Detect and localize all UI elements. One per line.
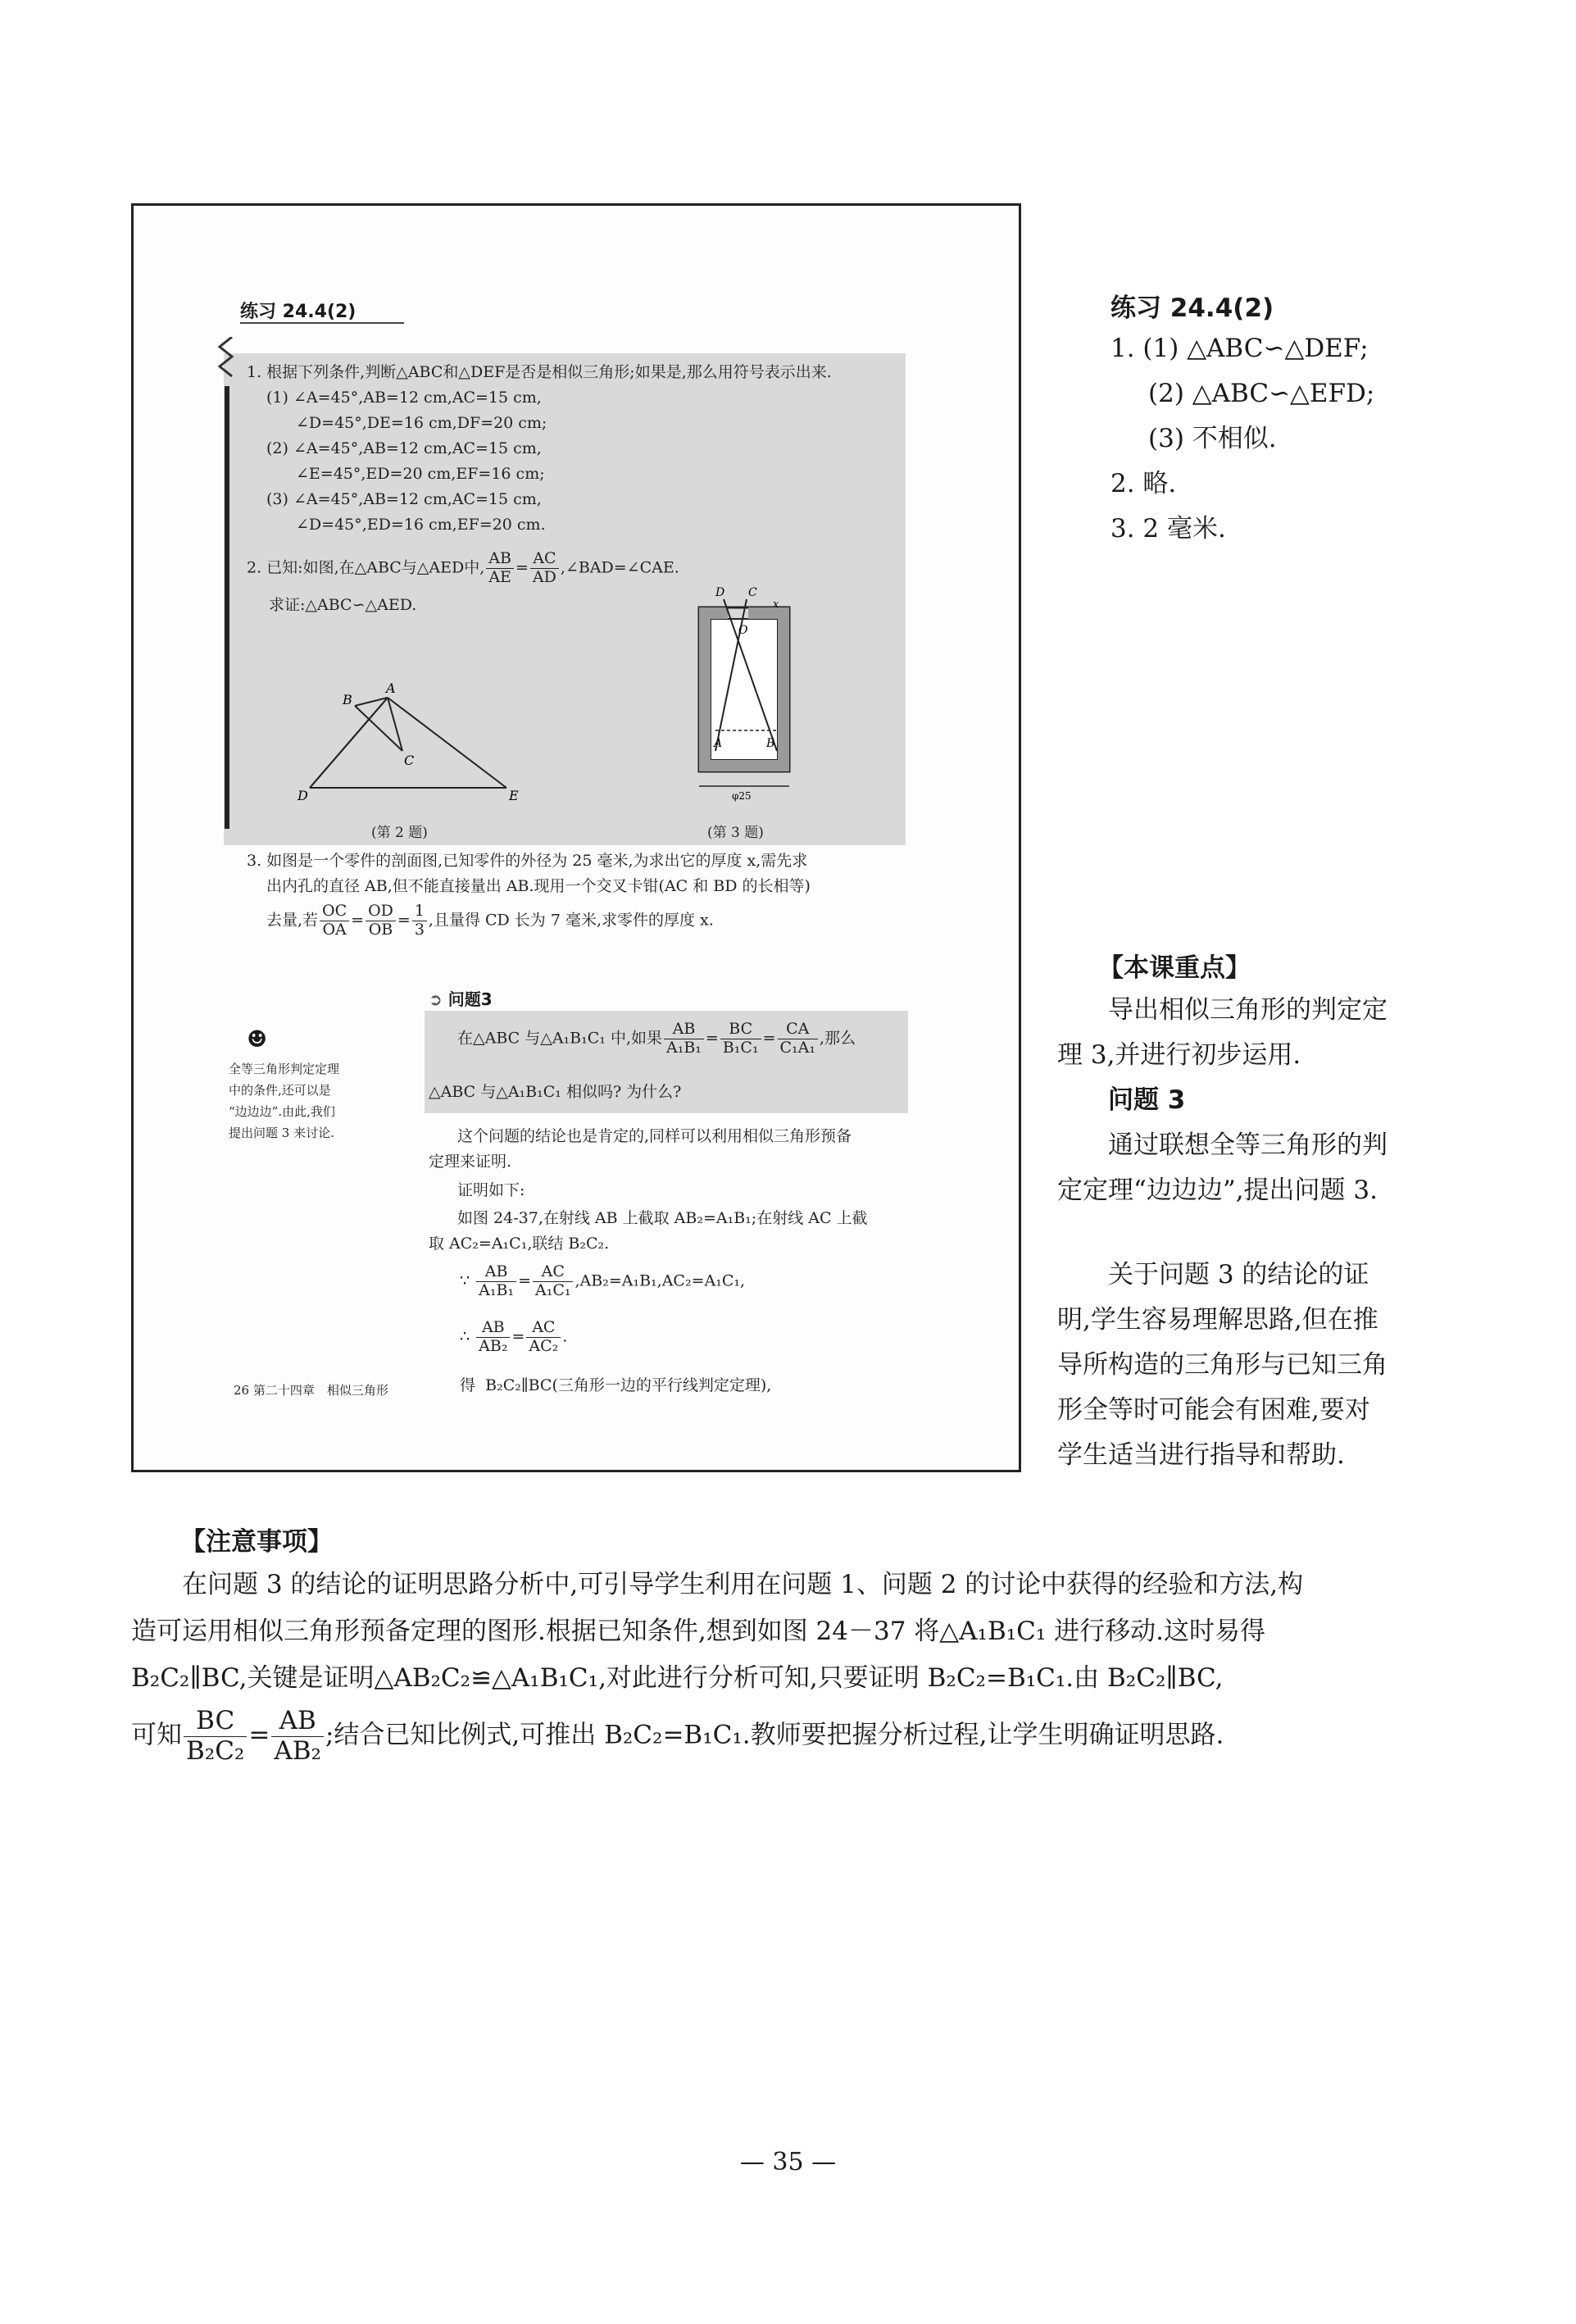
footer-page: 26 bbox=[234, 1383, 250, 1398]
pf-de-tail: . bbox=[562, 1327, 568, 1346]
figure-3 bbox=[674, 583, 814, 812]
exercise-title: 练习 24.4(2) bbox=[240, 302, 357, 322]
q3-frac-od-den: OB bbox=[368, 920, 393, 939]
key-point-line1: 导出相似三角形的判定定 bbox=[1108, 995, 1388, 1025]
key-point-text bbox=[1057, 988, 1475, 1478]
title-underline bbox=[240, 322, 404, 324]
sidenote-line2: 中的条件,还可以是 bbox=[229, 1083, 331, 1098]
answers-title: 练习 24.4(2) bbox=[1110, 293, 1274, 323]
fig2-caption: (第 2 题) bbox=[371, 825, 428, 841]
p3-f1-den: A₁B₁ bbox=[666, 1038, 702, 1057]
key-point-title: 【本课重点】 bbox=[1098, 953, 1251, 983]
key-point-line2: 理 3,并进行初步运用. bbox=[1057, 1040, 1301, 1070]
therefore-symbol: ∴ bbox=[460, 1327, 470, 1346]
sidenote-line1: 全等三角形判定定理 bbox=[229, 1062, 340, 1076]
q3-line3: 去量,若 $\frac{OC}{OA}$ = $\frac{OD}{OB}$ = $\frac{1}{3}$ ,且量得 CD 长为 7 毫米,求零件的厚度 x. bbox=[266, 902, 714, 939]
notes-title: 【注意事项】 bbox=[180, 1527, 333, 1557]
notes-frac2-den: AB₂ bbox=[274, 1735, 321, 1766]
q2-suffix: ,∠BAD=∠CAE. bbox=[560, 558, 679, 577]
q1-case2a: (2) ∠A=45°,AB=12 cm,AC=15 cm, bbox=[266, 439, 542, 457]
pf-d-num: AC bbox=[526, 1319, 561, 1338]
p3-f2-den: B₁C₁ bbox=[722, 1038, 759, 1057]
pf-b-den: A₁C₁ bbox=[534, 1280, 571, 1299]
problem3-title-text: 问题3 bbox=[447, 989, 493, 1009]
key-point-problem-title: 问题 3 bbox=[1108, 1085, 1186, 1115]
key-point-p2: 定定理“边边边”,提出问题 3. bbox=[1057, 1176, 1378, 1205]
notes-line4-prefix: 可知 bbox=[131, 1720, 182, 1750]
q1-case1b: ∠D=45°,DE=16 cm,DF=20 cm; bbox=[296, 414, 547, 432]
q3-line1: 3. 如图是一个零件的剖面图,已知零件的外径为 25 毫米,为求出它的厚度 x,需先求 bbox=[247, 852, 808, 870]
notes-line3: B₂C₂∥BC,关键是证明△AB₂C₂≌△A₁B₁C₁,对此进行分析可知,只要证明 B₂C₂=B₁C₁.由 B₂C₂∥BC, bbox=[131, 1663, 1224, 1693]
fig2-label-B: B bbox=[343, 692, 352, 707]
fig3-label-diameter: φ25 bbox=[732, 790, 752, 802]
pf-a-num: AB bbox=[476, 1263, 516, 1282]
proof-intro: 证明如下: bbox=[457, 1181, 525, 1199]
de-text: B₂C₂∥BC(三角形一边的平行线判定定理), bbox=[485, 1376, 772, 1394]
answer-1-1: 1. (1) △ABC∽△DEF; bbox=[1110, 334, 1369, 363]
q2-frac1-num: AB bbox=[486, 550, 514, 569]
sidenote-icon: ☻ bbox=[247, 1026, 268, 1053]
textbook-footer bbox=[234, 1378, 388, 1403]
problem3-text: 在△ABC 与△A₁B₁C₁ 中,如果 $\frac{AB}{\text{A₁B₁}}$ = $\frac{BC}{\text{B₁C₁}}$ = $\frac{CA}{\text{C₁A₁}}$ ,那么 bbox=[457, 1020, 856, 1057]
notes-line2: 造可运用相似三角形预备定理的图形.根据已知条件,想到如图 24－37 将△A₁B₁C₁ 进行移动.这时易得 bbox=[131, 1617, 1266, 1646]
q1-case2b: ∠E=45°,ED=20 cm,EF=16 cm; bbox=[296, 465, 545, 483]
proof1: 如图 24-37,在射线 AB 上截取 AB₂=A₁B₁;在射线 AC 上截 bbox=[457, 1209, 868, 1227]
q3-frac-oc-num: OC bbox=[320, 903, 349, 921]
notes-frac2-num: AB bbox=[271, 1707, 324, 1737]
q2-prove: 求证:△ABC∽△AED. bbox=[269, 596, 417, 614]
q2-frac2-den: AD bbox=[532, 567, 556, 586]
notes-body bbox=[131, 1562, 1451, 1766]
zigzag-border-icon bbox=[216, 337, 248, 862]
notes-line4-suffix: ;结合已知比例式,可推出 B₂C₂=B₁C₁.教师要把握分析过程,让学生明确证明思路. bbox=[325, 1720, 1224, 1750]
notes-eq: = bbox=[248, 1720, 270, 1750]
because-symbol: ∵ bbox=[460, 1271, 470, 1290]
fig3-label-C: C bbox=[748, 586, 757, 599]
body2: 定理来证明. bbox=[429, 1153, 512, 1171]
notes-line1: 在问题 3 的结论的证明思路分析中,可引导学生利用在问题 1、问题 2 的讨论中获得的经验和方法,构 bbox=[182, 1570, 1304, 1599]
page-number: — 35 — bbox=[739, 2148, 837, 2176]
p3-prefix: 在△ABC 与△A₁B₁C₁ 中,如果 bbox=[457, 1029, 662, 1048]
p3-f3-num: CA bbox=[778, 1021, 819, 1039]
key-point-q3: 导所构造的三角形与已知三角 bbox=[1057, 1350, 1388, 1380]
fig3-caption: (第 3 题) bbox=[707, 825, 764, 841]
footer-chapter: 第二十四章 相似三角形 bbox=[252, 1383, 388, 1398]
fig3-label-D: D bbox=[715, 586, 725, 599]
sidenote-line3: “边边边”.由此,我们 bbox=[229, 1104, 335, 1119]
pf-d-den: AC₂ bbox=[529, 1336, 559, 1355]
pf-ab-tail: ,AB₂=A₁B₁,AC₂=A₁C₁, bbox=[575, 1271, 746, 1290]
notes-line4 bbox=[131, 1707, 1451, 1766]
notes-frac1-num: BC bbox=[184, 1707, 247, 1737]
key-point-q5: 学生适当进行指导和帮助. bbox=[1057, 1440, 1345, 1470]
q2-eq: = bbox=[515, 558, 529, 577]
q3-line3-suffix: ,且量得 CD 长为 7 毫米,求零件的厚度 x. bbox=[428, 911, 714, 930]
fig2-label-A: A bbox=[386, 681, 396, 696]
q2-prefix: 2. 已知:如图,在△ABC与△AED中, bbox=[247, 558, 485, 577]
p3-f1-num: AB bbox=[664, 1021, 704, 1039]
proof-result bbox=[460, 1373, 771, 1398]
question-3 bbox=[247, 848, 919, 939]
q1-case1a: (1) ∠A=45°,AB=12 cm,AC=15 cm, bbox=[266, 389, 542, 407]
q3-frac-third-den: 3 bbox=[414, 920, 425, 939]
p3-line2: △ABC 与△A₁B₁C₁ 相似吗? 为什么? bbox=[429, 1083, 682, 1101]
fig2-label-C: C bbox=[404, 753, 415, 768]
p3-f3-den: C₁A₁ bbox=[779, 1038, 815, 1057]
q3-frac-oc-den: OA bbox=[322, 920, 347, 939]
proof-because: ∵ $\frac{AB}{\text{A₁B₁}}$ = $\frac{AC}{\text{A₁C₁}}$ ,AB₂=A₁B₁,AC₂=A₁C₁, bbox=[460, 1262, 746, 1299]
answers-list bbox=[1110, 326, 1537, 552]
fig3-label-A: A bbox=[714, 737, 723, 750]
question-1 bbox=[247, 360, 902, 538]
q3-frac-third-num: 1 bbox=[412, 903, 427, 921]
q1-case3b: ∠D=45°,ED=16 cm,EF=20 cm. bbox=[296, 516, 546, 534]
proof-therefore: ∴ $\frac{AB}{\text{AB₂}}$ = $\frac{AC}{\text{AC₂}}$ . bbox=[460, 1318, 568, 1355]
textbook-page-image bbox=[131, 203, 1021, 1472]
q3-line3-prefix: 去量,若 bbox=[266, 911, 319, 930]
answer-1-2: (2) △ABC∽△EFD; bbox=[1148, 379, 1375, 408]
pf-a-den: A₁B₁ bbox=[479, 1280, 515, 1299]
p3-suffix: ,那么 bbox=[820, 1029, 856, 1048]
q3-line2: 出内孔的直径 AB,但不能直接量出 AB.现用一个交叉卡钳(AC 和 BD 的长相等) bbox=[266, 877, 811, 895]
problem3-title bbox=[429, 986, 493, 1010]
de-prefix: 得 bbox=[460, 1376, 476, 1394]
fig3-label-O: O bbox=[738, 624, 748, 637]
pf-c-den: AB₂ bbox=[479, 1336, 508, 1355]
figure-2 bbox=[297, 681, 543, 812]
fig2-label-D: D bbox=[297, 788, 308, 803]
key-point-p1: 通过联想全等三角形的判 bbox=[1108, 1130, 1388, 1160]
answer-3: 3. 2 毫米. bbox=[1110, 514, 1226, 543]
problem-icon: ➲ bbox=[429, 989, 443, 1009]
q1-stem: 1. 根据下列条件,判断△ABC和△DEF是否是相似三角形;如果是,那么用符号表示出来. bbox=[247, 363, 832, 381]
notes-frac1-den: B₂C₂ bbox=[186, 1735, 245, 1766]
question-2 bbox=[247, 550, 679, 587]
fig2-label-E: E bbox=[509, 788, 519, 803]
pf-b-num: AC bbox=[533, 1263, 574, 1282]
key-point-q1: 关于问题 3 的结论的证 bbox=[1108, 1260, 1369, 1289]
proof2: 取 AC₂=A₁C₁,联结 B₂C₂. bbox=[429, 1235, 610, 1253]
key-point-q2: 明,学生容易理解思路,但在推 bbox=[1057, 1305, 1378, 1335]
body1: 这个问题的结论也是肯定的,同样可以利用相似三角形预备 bbox=[457, 1127, 852, 1145]
sidenote bbox=[229, 1058, 405, 1144]
answer-1-3: (3) 不相似. bbox=[1148, 424, 1277, 453]
answer-2: 2. 略. bbox=[1110, 469, 1177, 498]
pf-c-num: AB bbox=[476, 1319, 510, 1338]
sidenote-line4: 提出问题 3 来讨论. bbox=[229, 1126, 334, 1140]
key-point-q4: 形全等时可能会有困难,要对 bbox=[1057, 1395, 1370, 1425]
fig3-label-B: B bbox=[766, 737, 775, 750]
p3-f2-num: BC bbox=[720, 1021, 761, 1039]
q1-case3a: (3) ∠A=45°,AB=12 cm,AC=15 cm, bbox=[266, 490, 542, 508]
q2-frac1-den: AE bbox=[488, 567, 511, 586]
q2-frac2-num: AC bbox=[530, 550, 559, 569]
fig3-label-x: x bbox=[773, 598, 779, 611]
q3-frac-od-num: OD bbox=[366, 903, 396, 921]
